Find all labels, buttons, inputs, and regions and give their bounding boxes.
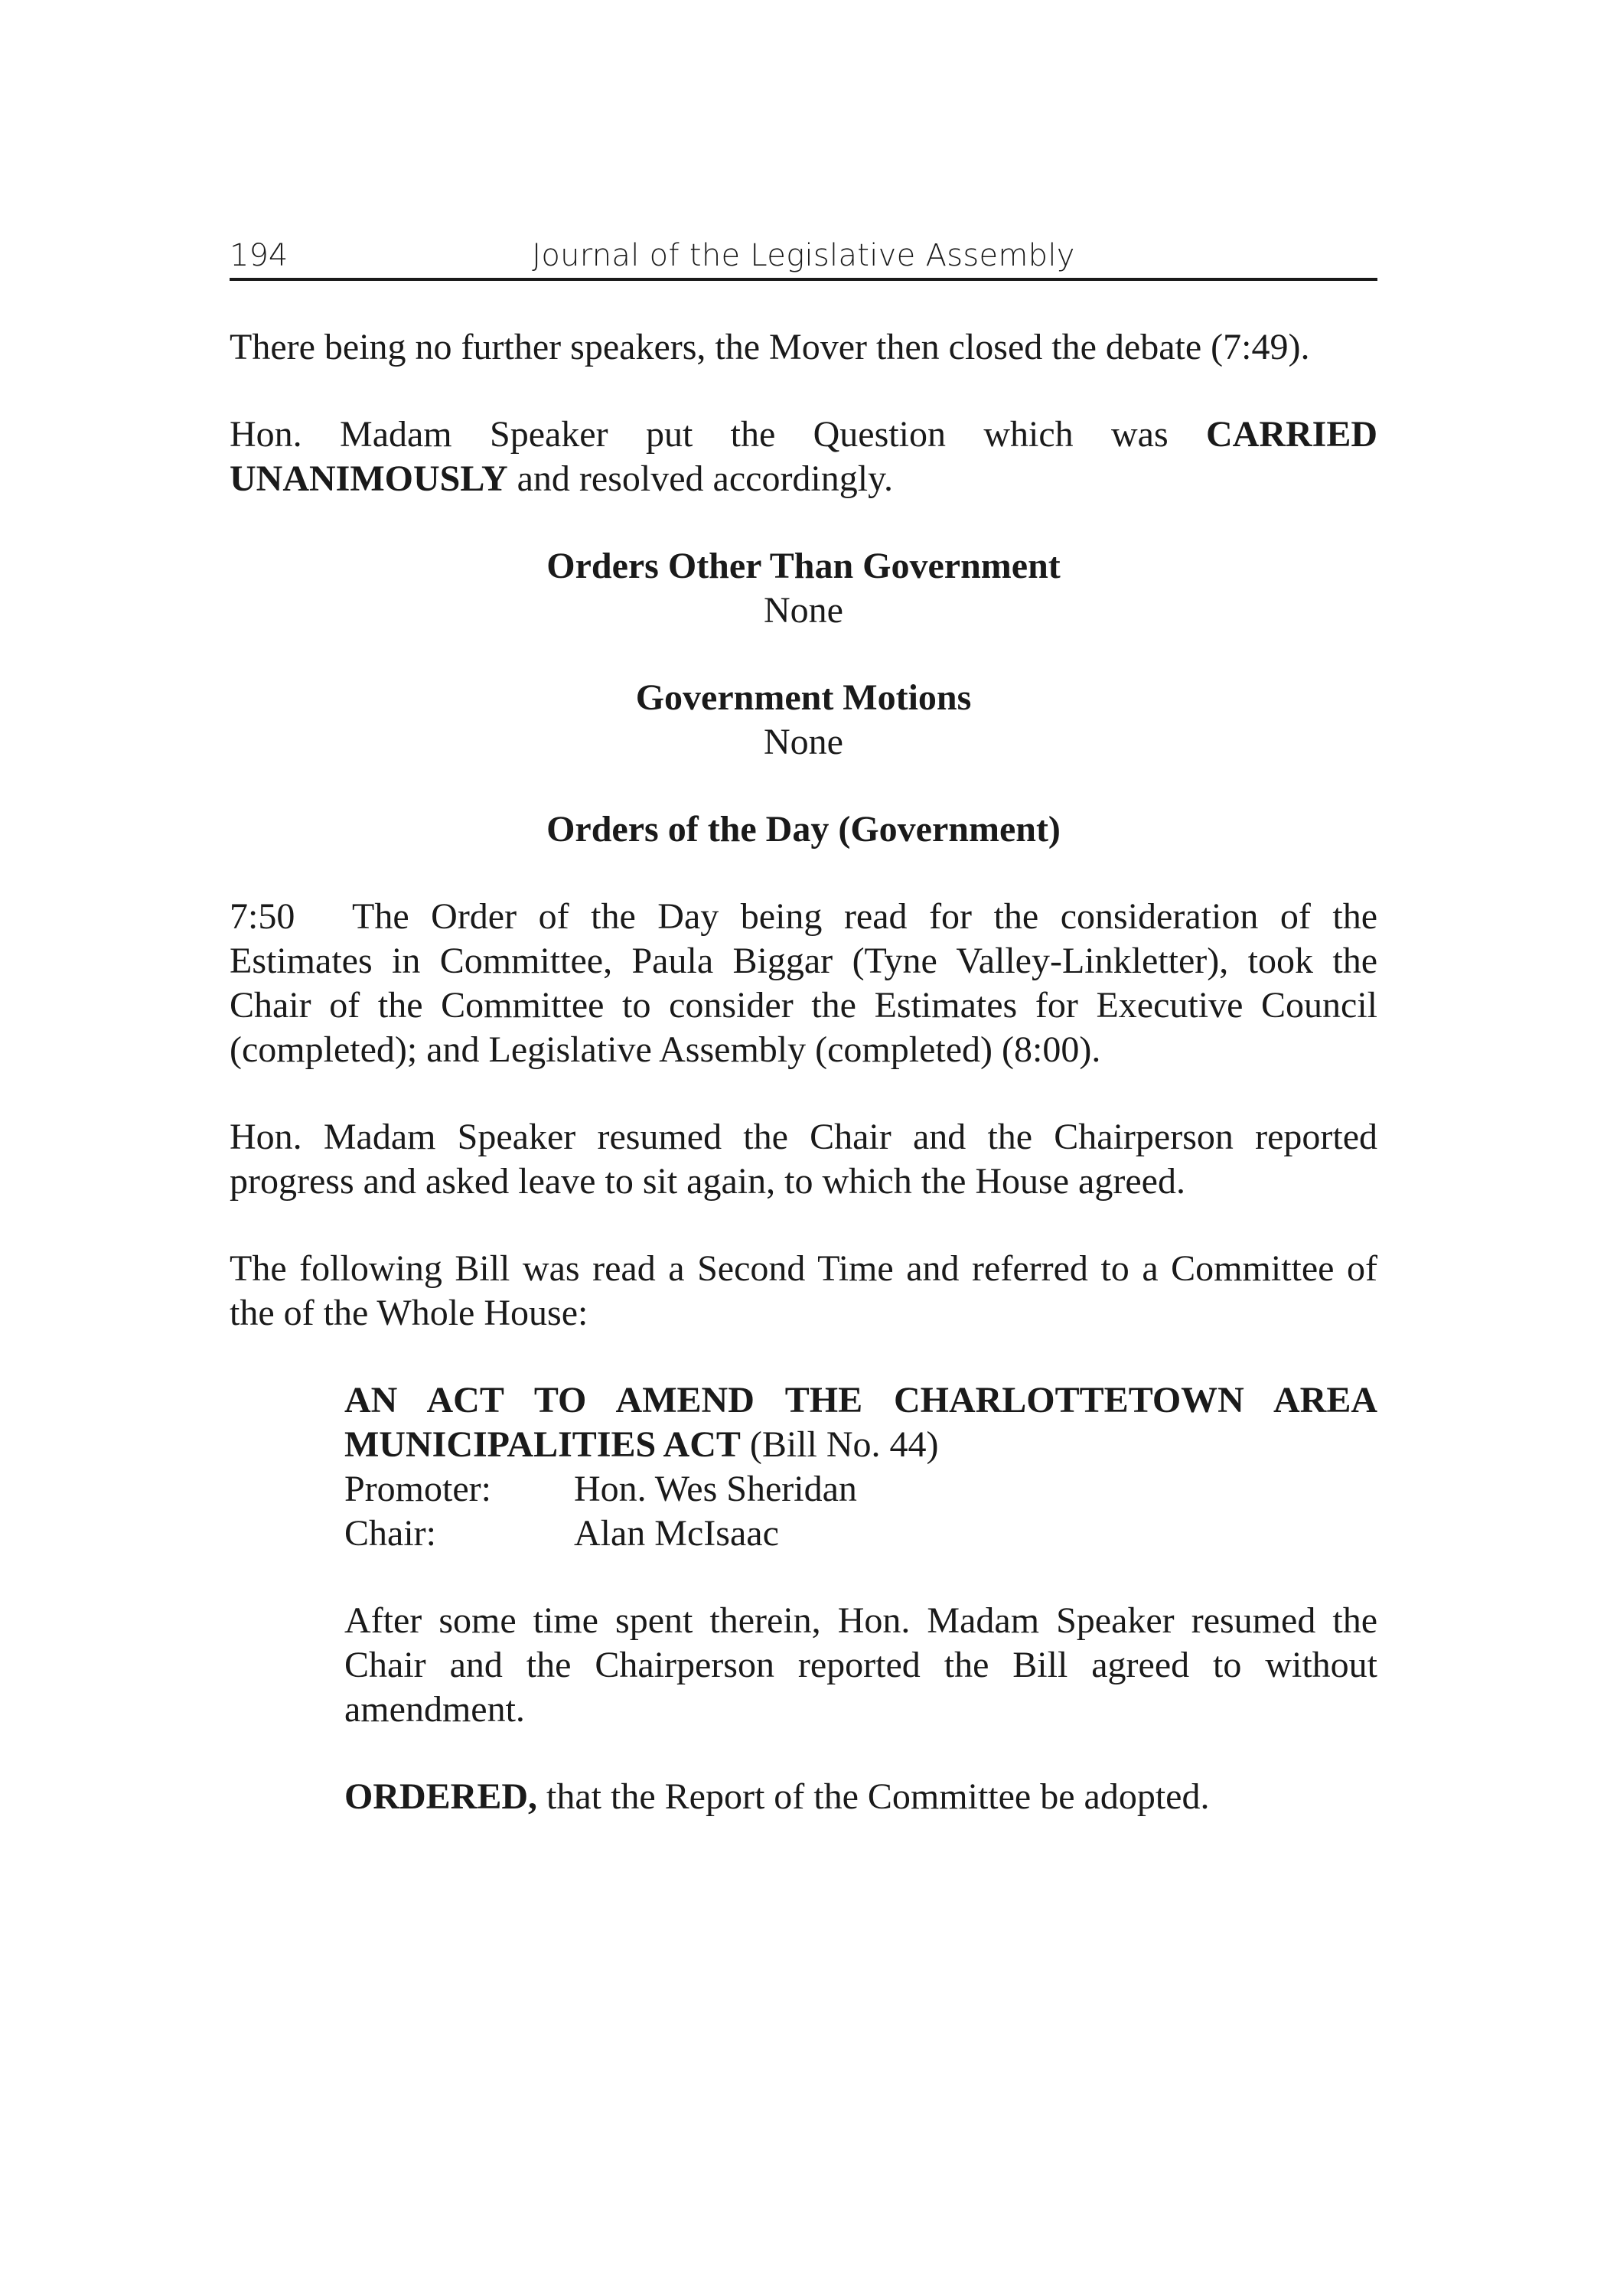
question-text-end: and resolved accordingly. bbox=[507, 458, 893, 499]
estimates-paragraph bbox=[230, 895, 1377, 1072]
question-text-start: Hon. Madam Speaker put the Question which was bbox=[230, 414, 1206, 455]
section-heading-orders-other: Orders Other Than Government bbox=[546, 546, 1061, 586]
section-heading-government-motions: Government Motions bbox=[635, 677, 972, 718]
question-paragraph bbox=[230, 413, 1377, 501]
bill-entry bbox=[344, 1378, 1377, 1556]
orders-of-the-day-section bbox=[230, 807, 1377, 852]
bill-number: (Bill No. 44) bbox=[740, 1424, 939, 1465]
promoter-label: Promoter: bbox=[344, 1469, 491, 1509]
committee-report-paragraph: After some time spent therein, Hon. Madam Speaker resumed the Chair and the Chairperson reported the Bill agreed to without amendment. bbox=[344, 1600, 1377, 1730]
section-value-orders-other: None bbox=[764, 590, 843, 631]
ordered-paragraph bbox=[344, 1775, 1377, 1819]
chair-row bbox=[344, 1512, 1377, 1556]
chair-label: Chair: bbox=[344, 1513, 436, 1554]
section-value-government-motions: None bbox=[764, 722, 843, 762]
promoter-value: Hon. Wes Sheridan bbox=[574, 1469, 857, 1509]
orders-other-section bbox=[230, 544, 1377, 633]
government-motions-section bbox=[230, 676, 1377, 765]
bill-title bbox=[344, 1378, 1377, 1467]
ordered-text: that the Report of the Committee be adopted. bbox=[537, 1776, 1210, 1817]
bill-title-text: AN ACT TO AMEND THE CHARLOTTETOWN AREA MUNICIPALITIES ACT bbox=[344, 1380, 1377, 1465]
section-heading-orders-of-the-day: Orders of the Day (Government) bbox=[546, 809, 1061, 850]
second-reading-paragraph: The following Bill was read a Second Time and referred to a Committee of the of the Whole House: bbox=[230, 1248, 1377, 1333]
promoter-row bbox=[344, 1467, 1377, 1512]
speaker-resumed-paragraph: Hon. Madam Speaker resumed the Chair and the Chairperson reported progress and asked leave to sit again, to which the House agreed. bbox=[230, 1117, 1377, 1202]
journal-body bbox=[230, 325, 1377, 1862]
ordered-keyword: ORDERED, bbox=[344, 1776, 538, 1817]
closing-debate-paragraph: There being no further speakers, the Mover then closed the debate (7:49). bbox=[230, 327, 1310, 367]
estimates-text: The Order of the Day being read for the consideration of the Estimates in Committee, Paula Biggar (Tyne Valley-Linkletter), took the Chair of the Committee to consider the Estimates for Executive Council (completed); and Legislative Assembly (completed) (8:00). bbox=[230, 896, 1377, 1070]
page-header bbox=[230, 233, 1377, 281]
question-result: CARRIED UNANIMOUSLY bbox=[230, 414, 1377, 499]
chair-value: Alan McIsaac bbox=[574, 1513, 779, 1554]
page-number: 194 bbox=[230, 238, 288, 273]
running-title: Journal of the Legislative Assembly bbox=[532, 238, 1075, 273]
order-time: 7:50 bbox=[230, 896, 295, 937]
